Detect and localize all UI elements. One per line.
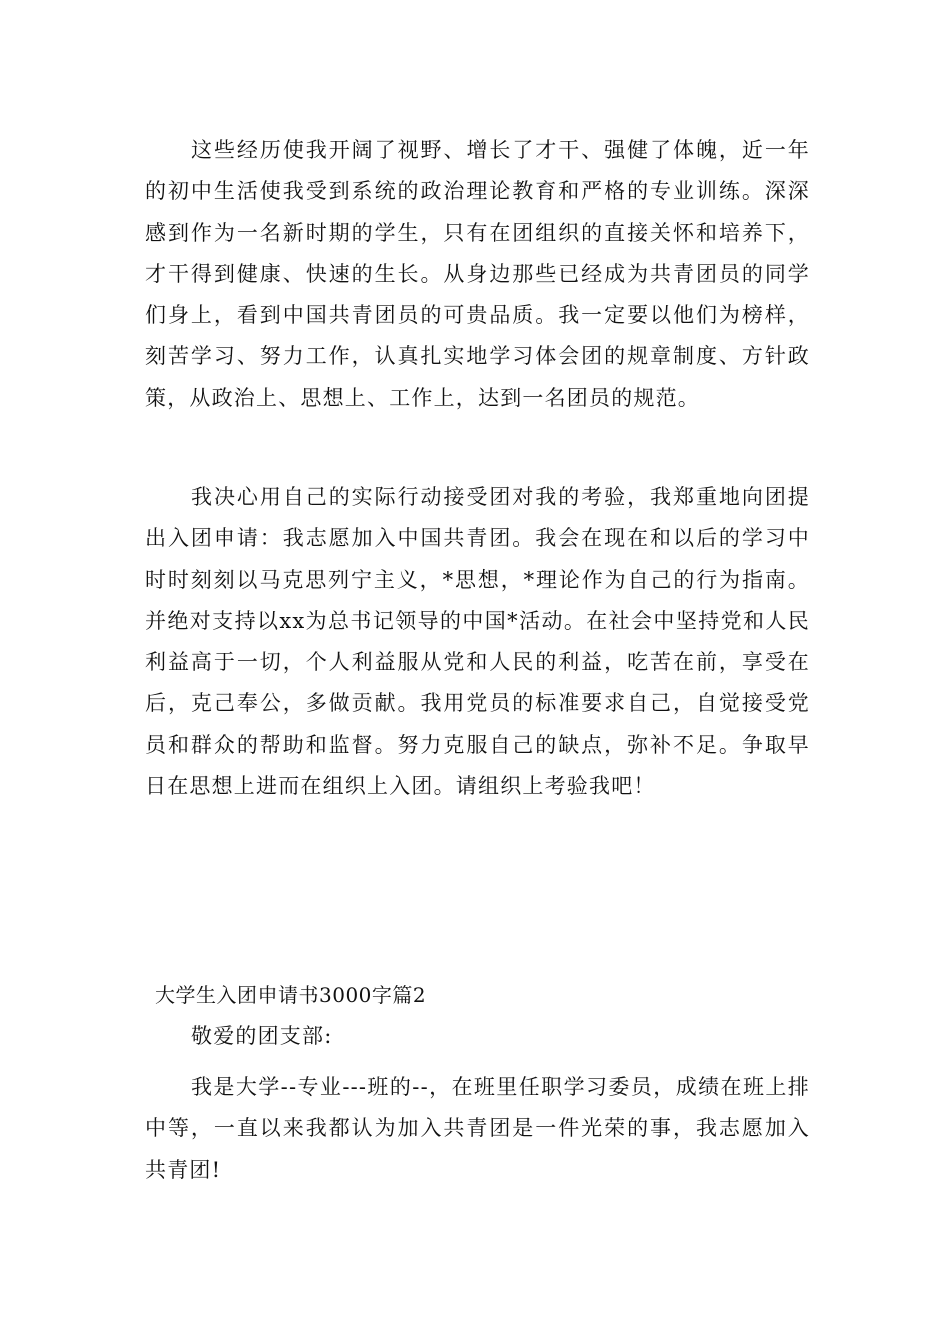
salutation: 敬爱的团支部:	[191, 1024, 333, 1048]
body-paragraph-3: 我是大学--专业---班的--，在班里任职学习委员，成绩在班上排中等，一直以来我都认为加入共青团是一件光荣的事，我志愿加入共青团!	[145, 1075, 810, 1182]
body-paragraph-2: 我决心用自己的实际行动接受团对我的考验，我郑重地向团提出入团申请：我志愿加入中国共青团。我会在现在和以后的学习中时时刻刻以马克思列宁主义，*思想，*理论作为自己的行为指南。并绝对支持以xx为总书记领导的中国*活动。在社会中坚持党和人民利益高于一切，个人利益服从党和人民的利益，吃苦在前，享受在后，克己奉公，多做贡献。我用党员的标准要求自己，自觉接受党员和群众的帮助和监督。努力克服自己的缺点，弥补不足。争取早日在思想上进而在组织上入团。请组织上考验我吧！	[145, 485, 810, 799]
body-paragraph-1: 这些经历使我开阔了视野、增长了才干、强健了体魄，近一年的初中生活使我受到系统的政治理论教育和严格的专业训练。深深感到作为一名新时期的学生，只有在团组织的直接关怀和培养下，才干得到健康、快速的生长。从身边那些已经成为共青团员的同学们身上，看到中国共青团员的可贵品质。我一定要以他们为榜样，刻苦学习、努力工作，认真扎实地学习体会团的规章制度、方针政策，从政治上、思想上、工作上，达到一名团员的规范。	[145, 138, 810, 410]
section-heading: 大学生入团申请书3000字篇2	[155, 983, 427, 1007]
